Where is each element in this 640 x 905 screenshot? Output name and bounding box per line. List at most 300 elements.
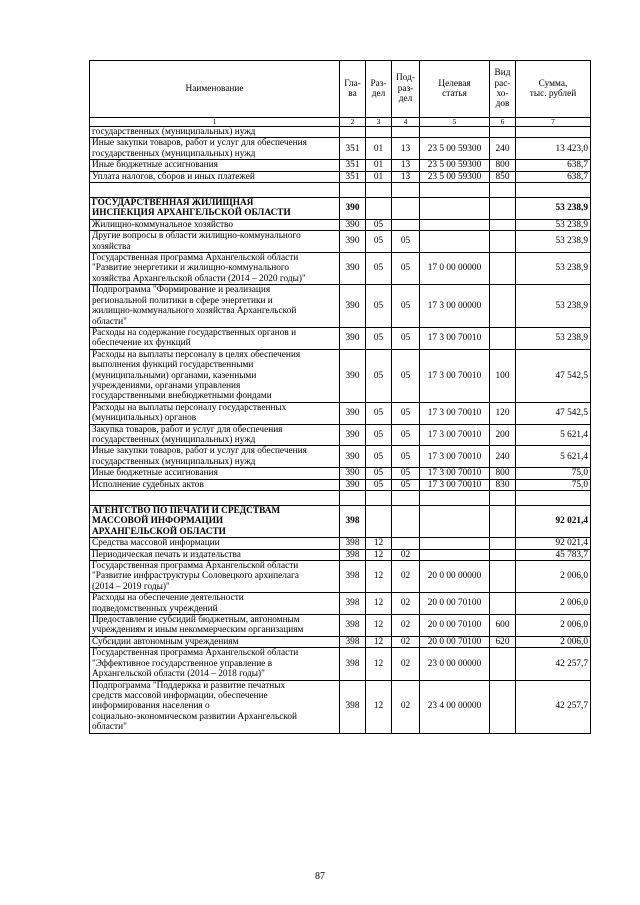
- row-name-cell: [90, 171, 340, 182]
- row-name-cell: [90, 349, 340, 402]
- podrazdel-cell: 02: [392, 561, 420, 593]
- empty-cell: [490, 183, 516, 198]
- table-row: [90, 468, 591, 479]
- row-name-line: АРХАНГЕЛЬСКОЙ ОБЛАСТИ: [92, 526, 226, 537]
- row-name-line: Иные бюджетные ассигнования: [92, 468, 218, 479]
- razdel-cell: 01: [366, 160, 392, 171]
- summa-cell: 75,0: [516, 479, 591, 490]
- vid-rashodov-cell: [490, 549, 516, 560]
- table-row: [90, 138, 591, 160]
- header-vid-rashodov: [490, 61, 516, 118]
- row-name-line: Государственная программа Архангельской области: [92, 561, 299, 572]
- summa-cell: 5 621,4: [516, 446, 591, 468]
- row-name-line: области": [92, 316, 127, 327]
- header-line: рас-: [494, 78, 511, 89]
- glava-cell: 398: [340, 506, 366, 538]
- celevaya-statya-cell: 17 0 00 00000: [420, 253, 490, 285]
- row-name-line: Закупка товаров, работ и услуг для обеспечения: [92, 424, 283, 435]
- glava-cell: 351: [340, 160, 366, 171]
- celevaya-statya-cell: [420, 538, 490, 549]
- row-name-cell: [90, 549, 340, 560]
- row-name-cell: [90, 636, 340, 647]
- row-name-cell: [90, 468, 340, 479]
- glava-cell: 351: [340, 138, 366, 160]
- empty-cell: [516, 183, 591, 198]
- row-name-line: Предоставление субсидий бюджетным, автономным: [92, 615, 300, 626]
- glava-cell: 390: [340, 231, 366, 253]
- row-name-line: Подпрограмма "Поддержка и развитие печатных: [92, 680, 286, 691]
- razdel-cell: 12: [366, 538, 392, 549]
- row-name-line: выполнения функций государственными: [92, 360, 254, 371]
- empty-cell: [366, 183, 392, 198]
- podrazdel-cell: 02: [392, 549, 420, 560]
- summa-cell: 42 257,7: [516, 680, 591, 733]
- podrazdel-cell: 13: [392, 171, 420, 182]
- column-number-row: [90, 118, 591, 127]
- glava-cell: 398: [340, 593, 366, 615]
- celevaya-statya-cell: 23 4 00 00000: [420, 680, 490, 733]
- podrazdel-cell: 05: [392, 253, 420, 285]
- glava-cell: 390: [340, 446, 366, 468]
- table-body: [90, 127, 591, 734]
- podrazdel-cell: 13: [392, 160, 420, 171]
- row-name-cell: [90, 446, 340, 468]
- razdel-cell: 12: [366, 593, 392, 615]
- summa-cell: 42 257,7: [516, 648, 591, 680]
- row-name-line: "Развитие энергетики и жилищно-коммунального: [92, 263, 290, 274]
- row-name-line: МАССОВОЙ ИНФОРМАЦИИ: [92, 516, 224, 527]
- row-name-line: "Развитие инфраструктуры Соловецкого архипелага: [92, 571, 299, 582]
- row-name-line: хозяйства Архангельской области (2014 – 2020 годы)": [92, 273, 306, 284]
- summa-cell: 53 238,9: [516, 231, 591, 253]
- row-name-line: Субсидии автономным учреждениям: [92, 636, 239, 647]
- row-name-line: жилищно-коммунального хозяйства Архангельской: [92, 306, 297, 317]
- row-name-line: подведомственных учреждений: [92, 603, 218, 614]
- row-name-line: Средства массовой информации: [92, 538, 220, 549]
- spacer-row: [90, 491, 591, 506]
- vid-rashodov-cell: [490, 506, 516, 538]
- row-name-line: государственных (муниципальных) нужд: [92, 434, 256, 445]
- row-name-line: государственными внебюджетными фондами: [92, 391, 272, 402]
- empty-cell: [90, 491, 340, 506]
- row-name-cell: [90, 615, 340, 637]
- header-line: Сумма,: [538, 78, 568, 89]
- summa-cell: 53 238,9: [516, 219, 591, 230]
- section-row: [90, 198, 591, 220]
- column-number: 4: [392, 118, 420, 127]
- vid-rashodov-cell: 240: [490, 446, 516, 468]
- row-name-line: АГЕНТСТВО ПО ПЕЧАТИ И СРЕДСТВАМ: [92, 506, 281, 516]
- row-name-line: информирования населения о: [92, 701, 210, 712]
- row-name-line: ГОСУДАРСТВЕННАЯ ЖИЛИЩНАЯ: [92, 198, 254, 209]
- razdel-cell: 12: [366, 615, 392, 637]
- empty-cell: [490, 491, 516, 506]
- razdel-cell: 05: [366, 219, 392, 230]
- row-name-line: Жилищно-коммунальное хозяйство: [92, 219, 234, 230]
- empty-cell: [366, 491, 392, 506]
- row-name-line: Расходы на выплаты персоналу государственных: [92, 402, 287, 413]
- table-row: [90, 549, 591, 560]
- row-name-line: Расходы на обеспечение деятельности: [92, 593, 244, 604]
- glava-cell: 398: [340, 549, 366, 560]
- row-name-cell: [90, 219, 340, 230]
- glava-cell: 398: [340, 615, 366, 637]
- table-row: [90, 160, 591, 171]
- razdel-cell: 12: [366, 549, 392, 560]
- celevaya-statya-cell: [420, 549, 490, 560]
- razdel-cell: 05: [366, 349, 392, 402]
- row-name-line: Расходы на выплаты персоналу в целях обеспечения: [92, 349, 301, 360]
- row-name-line: хозяйства: [92, 241, 131, 252]
- summa-cell: 47 542,5: [516, 402, 591, 424]
- row-name-cell: [90, 506, 340, 538]
- table-row: [90, 479, 591, 490]
- column-number: 6: [490, 118, 516, 127]
- glava-cell: 390: [340, 253, 366, 285]
- celevaya-statya-cell: 20 0 00 70100: [420, 636, 490, 647]
- row-name-line: (муниципальных) органов: [92, 413, 197, 424]
- summa-cell: 47 542,5: [516, 349, 591, 402]
- row-name-line: Государственная программа Архангельской области: [92, 648, 299, 659]
- vid-rashodov-cell: [490, 253, 516, 285]
- celevaya-statya-cell: 23 5 00 59300: [420, 171, 490, 182]
- summa-cell: 75,0: [516, 468, 591, 479]
- summa-cell: [516, 127, 591, 138]
- table-row: [90, 636, 591, 647]
- summa-cell: 2 006,0: [516, 615, 591, 637]
- empty-cell: [516, 491, 591, 506]
- vid-rashodov-cell: [490, 127, 516, 138]
- row-name-cell: [90, 680, 340, 733]
- podrazdel-cell: 02: [392, 648, 420, 680]
- glava-cell: 390: [340, 198, 366, 220]
- spacer-row: [90, 183, 591, 198]
- celevaya-statya-cell: [420, 231, 490, 253]
- table-row: [90, 593, 591, 615]
- vid-rashodov-cell: [490, 219, 516, 230]
- podrazdel-cell: 05: [392, 479, 420, 490]
- celevaya-statya-cell: 23 5 00 59300: [420, 160, 490, 171]
- podrazdel-cell: [392, 538, 420, 549]
- podrazdel-cell: 02: [392, 615, 420, 637]
- razdel-cell: 05: [366, 479, 392, 490]
- row-name-line: "Эффективное государственное управление в: [92, 658, 273, 669]
- header-summa: [516, 61, 591, 118]
- row-name-cell: [90, 402, 340, 424]
- razdel-cell: 05: [366, 468, 392, 479]
- row-name-cell: [90, 231, 340, 253]
- celevaya-statya-cell: 17 3 00 70010: [420, 468, 490, 479]
- row-name-line: Расходы на содержание государственных органов и: [92, 327, 297, 338]
- summa-cell: 92 021,4: [516, 506, 591, 538]
- row-name-cell: [90, 160, 340, 171]
- celevaya-statya-cell: 17 3 00 00000: [420, 285, 490, 328]
- vid-rashodov-cell: 850: [490, 171, 516, 182]
- glava-cell: 390: [340, 468, 366, 479]
- table-row: [90, 285, 591, 328]
- section-row: [90, 506, 591, 538]
- razdel-cell: 05: [366, 231, 392, 253]
- summa-cell: 2 006,0: [516, 561, 591, 593]
- header-line: ва: [348, 89, 357, 99]
- table-row: [90, 219, 591, 230]
- row-name-line: государственных (муниципальных) нужд: [92, 127, 256, 137]
- celevaya-statya-cell: 17 3 00 70010: [420, 349, 490, 402]
- header-line: Целевая: [438, 78, 471, 89]
- row-name-line: области": [92, 722, 127, 733]
- column-number: 1: [90, 118, 340, 127]
- empty-cell: [420, 183, 490, 198]
- header-line: дел: [398, 94, 413, 105]
- glava-cell: 390: [340, 349, 366, 402]
- vid-rashodov-cell: 800: [490, 468, 516, 479]
- table-row: [90, 424, 591, 446]
- row-name-cell: [90, 538, 340, 549]
- vid-rashodov-cell: [490, 198, 516, 220]
- table-row: [90, 615, 591, 637]
- vid-rashodov-cell: [490, 327, 516, 349]
- razdel-cell: [366, 127, 392, 138]
- summa-cell: 5 621,4: [516, 424, 591, 446]
- glava-cell: 390: [340, 479, 366, 490]
- table-row: [90, 253, 591, 285]
- razdel-cell: 12: [366, 648, 392, 680]
- podrazdel-cell: 02: [392, 636, 420, 647]
- empty-cell: [340, 491, 366, 506]
- glava-cell: 390: [340, 402, 366, 424]
- row-name-line: Государственная программа Архангельской области: [92, 253, 299, 264]
- podrazdel-cell: 05: [392, 468, 420, 479]
- celevaya-statya-cell: [420, 506, 490, 538]
- podrazdel-cell: [392, 506, 420, 538]
- column-number: 3: [366, 118, 392, 127]
- vid-rashodov-cell: [490, 231, 516, 253]
- podrazdel-cell: 05: [392, 349, 420, 402]
- glava-cell: 390: [340, 285, 366, 328]
- celevaya-statya-cell: 17 3 00 70010: [420, 479, 490, 490]
- row-name-cell: [90, 561, 340, 593]
- page-number: 87: [315, 871, 325, 882]
- table-row: [90, 680, 591, 733]
- summa-cell: 53 238,9: [516, 198, 591, 220]
- celevaya-statya-cell: 20 0 00 70100: [420, 615, 490, 637]
- razdel-cell: 05: [366, 253, 392, 285]
- row-name-line: учреждениям и иным некоммерческим организациям: [92, 625, 304, 636]
- row-name-line: социально-экономическом развитии Архангельской: [92, 711, 298, 722]
- vid-rashodov-cell: 120: [490, 402, 516, 424]
- row-name-line: Другие вопросы в области жилищно-коммунального: [92, 231, 301, 242]
- row-name-line: Иные бюджетные ассигнования: [92, 160, 218, 171]
- row-name-cell: [90, 479, 340, 490]
- podrazdel-cell: 05: [392, 446, 420, 468]
- podrazdel-cell: 02: [392, 593, 420, 615]
- row-name-line: Иные закупки товаров, работ и услуг для обеспечения: [92, 446, 307, 457]
- row-name-line: ИНСПЕКЦИЯ АРХАНГЕЛЬСКОЙ ОБЛАСТИ: [92, 208, 291, 219]
- razdel-cell: 05: [366, 402, 392, 424]
- table-row: [90, 561, 591, 593]
- summa-cell: 2 006,0: [516, 636, 591, 647]
- podrazdel-cell: [392, 198, 420, 220]
- glava-cell: 390: [340, 424, 366, 446]
- celevaya-statya-cell: 17 3 00 70010: [420, 446, 490, 468]
- row-name-cell: [90, 285, 340, 328]
- razdel-cell: [366, 506, 392, 538]
- summa-cell: 53 238,9: [516, 253, 591, 285]
- row-name-line: (2014 – 2019 годы)": [92, 581, 170, 592]
- glava-cell: 390: [340, 327, 366, 349]
- row-name-cell: [90, 138, 340, 160]
- header-line: тыс. рублей: [529, 89, 577, 99]
- header-glava: [340, 61, 366, 118]
- podrazdel-cell: 02: [392, 680, 420, 733]
- podrazdel-cell: 13: [392, 138, 420, 160]
- row-name-line: средств массовой информации, обеспечение: [92, 690, 268, 701]
- table-row: [90, 327, 591, 349]
- column-number: 5: [420, 118, 490, 127]
- header-razdel: [366, 61, 392, 118]
- table-row: [90, 349, 591, 402]
- row-name-cell: [90, 127, 340, 138]
- razdel-cell: 12: [366, 561, 392, 593]
- summa-cell: 53 238,9: [516, 327, 591, 349]
- header-line: дел: [371, 89, 386, 99]
- summa-cell: 13 423,0: [516, 138, 591, 160]
- column-number: 2: [340, 118, 366, 127]
- celevaya-statya-cell: [420, 219, 490, 230]
- summa-cell: 638,7: [516, 160, 591, 171]
- vid-rashodov-cell: 830: [490, 479, 516, 490]
- header-line: статья: [442, 89, 467, 99]
- header-line: раз-: [397, 83, 414, 94]
- celevaya-statya-cell: 23 5 00 59300: [420, 138, 490, 160]
- row-name-line: Уплата налогов, сборов и иных платежей: [92, 171, 255, 182]
- razdel-cell: 12: [366, 636, 392, 647]
- row-name-cell: [90, 424, 340, 446]
- celevaya-statya-cell: 17 3 00 70010: [420, 327, 490, 349]
- summa-cell: 638,7: [516, 171, 591, 182]
- vid-rashodov-cell: 800: [490, 160, 516, 171]
- summa-cell: 53 238,9: [516, 285, 591, 328]
- razdel-cell: 05: [366, 285, 392, 328]
- empty-cell: [392, 491, 420, 506]
- header-row: [90, 61, 591, 118]
- vid-rashodov-cell: 240: [490, 138, 516, 160]
- podrazdel-cell: 05: [392, 402, 420, 424]
- celevaya-statya-cell: 17 3 00 70010: [420, 424, 490, 446]
- summa-cell: 2 006,0: [516, 593, 591, 615]
- razdel-cell: [366, 198, 392, 220]
- row-name-line: Подпрограмма "Формирование и реализация: [92, 285, 271, 296]
- celevaya-statya-cell: [420, 198, 490, 220]
- header-line: Наименование: [185, 83, 244, 94]
- table-row: [90, 648, 591, 680]
- razdel-cell: 01: [366, 171, 392, 182]
- glava-cell: 398: [340, 538, 366, 549]
- header-line: дов: [495, 99, 510, 110]
- celevaya-statya-cell: 20 0 00 70100: [420, 593, 490, 615]
- vid-rashodov-cell: [490, 593, 516, 615]
- razdel-cell: 01: [366, 138, 392, 160]
- razdel-cell: 05: [366, 424, 392, 446]
- row-name-line: обеспечение их функций: [92, 338, 191, 349]
- celevaya-statya-cell: 23 0 00 00000: [420, 648, 490, 680]
- header-podrazdel: [392, 61, 420, 118]
- vid-rashodov-cell: [490, 538, 516, 549]
- razdel-cell: 05: [366, 446, 392, 468]
- header-line: Под-: [396, 73, 415, 84]
- vid-rashodov-cell: [490, 680, 516, 733]
- summa-cell: 45 783,7: [516, 549, 591, 560]
- empty-cell: [420, 491, 490, 506]
- razdel-cell: 12: [366, 680, 392, 733]
- vid-rashodov-cell: [490, 648, 516, 680]
- header-line: Вид: [494, 68, 511, 79]
- table-row: [90, 231, 591, 253]
- glava-cell: 398: [340, 636, 366, 647]
- row-name-cell: [90, 253, 340, 285]
- header-line: Гла-: [344, 78, 361, 89]
- row-name-line: Иные закупки товаров, работ и услуг для обеспечения: [92, 138, 307, 149]
- vid-rashodov-cell: 600: [490, 615, 516, 637]
- podrazdel-cell: 05: [392, 231, 420, 253]
- podrazdel-cell: 05: [392, 285, 420, 328]
- podrazdel-cell: 05: [392, 327, 420, 349]
- table-row: [90, 402, 591, 424]
- row-name-cell: [90, 648, 340, 680]
- glava-cell: 398: [340, 561, 366, 593]
- row-name-cell: [90, 593, 340, 615]
- glava-cell: [340, 127, 366, 138]
- table-row: [90, 446, 591, 468]
- table-row: [90, 127, 591, 138]
- celevaya-statya-cell: 20 0 00 00000: [420, 561, 490, 593]
- header-line: хо-: [496, 89, 509, 99]
- row-name-line: региональной политики в сфере энергетики и: [92, 295, 273, 306]
- empty-cell: [90, 183, 340, 198]
- razdel-cell: 05: [366, 327, 392, 349]
- vid-rashodov-cell: [490, 285, 516, 328]
- vid-rashodov-cell: 620: [490, 636, 516, 647]
- summa-cell: 92 021,4: [516, 538, 591, 549]
- row-name-cell: [90, 327, 340, 349]
- vid-rashodov-cell: 200: [490, 424, 516, 446]
- row-name-line: (муниципальными) органами, казенными: [92, 370, 257, 381]
- table-row: [90, 538, 591, 549]
- row-name-line: Исполнение судебных актов: [92, 479, 204, 490]
- row-name-line: учреждениями, органами управления: [92, 380, 241, 391]
- empty-cell: [392, 183, 420, 198]
- glava-cell: 398: [340, 680, 366, 733]
- glava-cell: 398: [340, 648, 366, 680]
- glava-cell: 351: [340, 171, 366, 182]
- podrazdel-cell: [392, 219, 420, 230]
- celevaya-statya-cell: 17 3 00 70010: [420, 402, 490, 424]
- glava-cell: 390: [340, 219, 366, 230]
- header-line: Раз-: [370, 78, 387, 89]
- podrazdel-cell: 05: [392, 424, 420, 446]
- row-name-line: государственных (муниципальных) нужд: [92, 148, 256, 159]
- celevaya-statya-cell: [420, 127, 490, 138]
- vid-rashodov-cell: [490, 561, 516, 593]
- row-name-line: Архангельской области (2014 – 2018 годы)": [92, 669, 265, 680]
- row-name-line: Периодическая печать и издательства: [92, 549, 241, 560]
- podrazdel-cell: [392, 127, 420, 138]
- empty-cell: [340, 183, 366, 198]
- vid-rashodov-cell: 100: [490, 349, 516, 402]
- header-celevaya-statya: [420, 61, 490, 118]
- budget-table: [89, 60, 591, 734]
- row-name-cell: [90, 198, 340, 220]
